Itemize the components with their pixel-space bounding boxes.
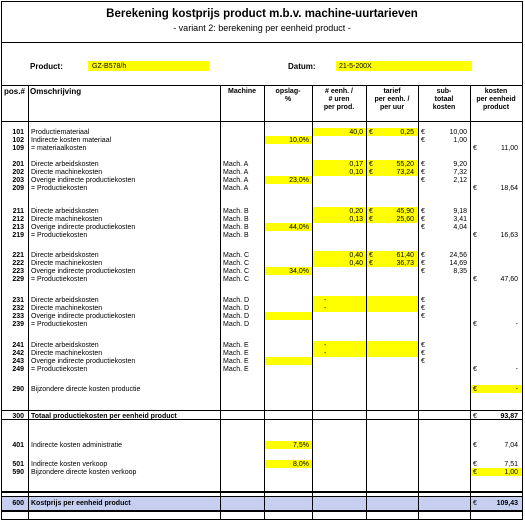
row-description: Indirecte kosten administratie [31, 442, 123, 449]
product-label: Product: [30, 62, 63, 71]
row-total: 7,04 [504, 442, 518, 449]
row-pos: 212 [12, 216, 24, 223]
row-sub-currency: € [421, 313, 425, 320]
row-sub-currency: € [421, 137, 425, 144]
row-opslag[interactable]: 10,0% [289, 137, 309, 144]
row-subtotal: 14,69 [449, 260, 467, 267]
row-subtotal: 4,04 [453, 224, 467, 231]
row-separator-3 [2, 496, 522, 497]
row-machine: Mach. D [223, 297, 250, 304]
row-sub-currency: € [421, 260, 425, 267]
row-machine: Mach. B [223, 216, 249, 223]
row-description: Directe machinekosten [31, 260, 103, 267]
row-machine: Mach. D [223, 305, 250, 312]
row-machine: Mach. E [223, 350, 249, 357]
row-pos: 501 [12, 461, 24, 468]
row-eenh[interactable]: 0,10 [349, 169, 363, 176]
header-eenh: # eenh. / # uren per prod. [323, 88, 355, 111]
date-value[interactable]: 21-5-200X [339, 63, 372, 70]
column-divider-5 [418, 85, 419, 520]
row-sub-currency: € [421, 268, 425, 275]
row-tarief[interactable]: 0,25 [400, 129, 414, 136]
row-pos: 243 [12, 358, 24, 365]
row-eenh[interactable]: 0,40 [349, 260, 363, 267]
row-total: 93,87 [500, 413, 518, 420]
row-eenh[interactable]: 0,40 [349, 252, 363, 259]
row-pos: 202 [12, 169, 24, 176]
row-total-currency: € [473, 321, 477, 328]
row-eenh[interactable]: 0,17 [349, 161, 363, 168]
row-description: Overige indirecte productiekosten [31, 313, 136, 320]
row-total: 7,51 [504, 461, 518, 468]
row-description: = Productiekosten [31, 185, 88, 192]
row-tarief-currency: € [369, 161, 373, 168]
row-total-currency: € [473, 366, 477, 373]
row-opslag[interactable]: 7,5% [293, 442, 309, 449]
row-total-currency: € [473, 145, 477, 152]
row-total: - [515, 386, 518, 393]
row-machine: Mach. E [223, 358, 249, 365]
row-machine: Mach. A [223, 161, 249, 168]
row-description: Kostprijs per eenheid product [31, 500, 131, 507]
row-machine: Mach. A [223, 169, 249, 176]
row-description: = Productiekosten [31, 366, 88, 373]
row-pos: 209 [12, 185, 24, 192]
row-description: Bijzondere directe kosten productie [31, 386, 141, 393]
row-sub-currency: € [421, 358, 425, 365]
header-mach: Machine [227, 88, 256, 95]
row-machine: Mach. E [223, 366, 249, 373]
row-eenh[interactable]: - [324, 305, 327, 312]
row-total-currency: € [473, 232, 477, 239]
column-divider-2 [264, 85, 265, 520]
row-subtotal: 10,00 [449, 129, 467, 136]
row-machine: Mach. B [223, 232, 249, 239]
row-description: Directe arbeidskosten [31, 252, 99, 259]
row-description: Overige indirecte productiekosten [31, 358, 136, 365]
sheet-title: Berekening kostprijs product m.b.v. machine-uurtarieven [106, 8, 418, 20]
row-description: Productiemateriaal [31, 129, 90, 136]
header-tot: kosten per eenheid product [476, 88, 516, 111]
row-total-currency: € [473, 500, 477, 507]
row-pos: 109 [12, 145, 24, 152]
date-label: Datum: [288, 62, 316, 71]
row-total-currency: € [473, 442, 477, 449]
row-sub-currency: € [421, 169, 425, 176]
row-pos: 590 [12, 469, 24, 476]
row-subtotal: 8,35 [453, 268, 467, 275]
row-separator-0 [2, 410, 522, 411]
row-total-currency: € [473, 469, 477, 476]
row-description: Directe arbeidskosten [31, 297, 99, 304]
row-machine: Mach. D [223, 313, 250, 320]
row-pos: 239 [12, 321, 24, 328]
row-machine: Mach. B [223, 224, 249, 231]
row-total-currency: € [473, 185, 477, 192]
highlight-231-tarief [367, 296, 418, 304]
row-pos: 401 [12, 442, 24, 449]
row-pos: 101 [12, 129, 24, 136]
row-opslag[interactable]: 23,0% [289, 177, 309, 184]
row-sub-currency: € [421, 350, 425, 357]
row-description: Bijzondere directe kosten verkoop [31, 469, 137, 476]
column-divider-0 [28, 85, 29, 520]
highlight-242-tarief [367, 349, 418, 357]
row-subtotal: 9,20 [453, 161, 467, 168]
column-divider-1 [220, 85, 221, 520]
row-eenh[interactable]: - [324, 350, 327, 357]
header-desc: Omschrijving [30, 87, 82, 96]
row-description: Directe arbeidskosten [31, 161, 99, 168]
row-subtotal: 9,18 [453, 208, 467, 215]
row-machine: Mach. A [223, 185, 249, 192]
row-sub-currency: € [421, 208, 425, 215]
row-eenh[interactable]: - [324, 342, 327, 349]
row-total: - [515, 321, 518, 328]
row-machine: Mach. C [223, 276, 250, 283]
row-separator-2 [2, 491, 522, 493]
row-sub-currency: € [421, 342, 425, 349]
header-opslag: opslag- % [275, 88, 301, 103]
product-value[interactable]: GZ-B578/h [92, 63, 127, 70]
row-machine: Mach. A [223, 177, 249, 184]
row-total: 109,43 [496, 500, 518, 507]
highlight-243-opslag [265, 357, 312, 365]
row-pos: 300 [12, 413, 24, 420]
header-tarief: tarief per eenh. / per uur [374, 88, 410, 111]
row-tarief-currency: € [369, 260, 373, 267]
row-tarief[interactable]: 55,20 [396, 161, 414, 168]
header-bottom-line [2, 121, 522, 122]
row-description: = Productiekosten [31, 232, 88, 239]
row-total: 16,63 [500, 232, 518, 239]
header-sub: sub- totaal kosten [432, 88, 456, 111]
row-sub-currency: € [421, 297, 425, 304]
row-subtotal: 1,00 [453, 137, 467, 144]
row-eenh[interactable]: 40,0 [349, 129, 363, 136]
row-opslag[interactable]: 8,0% [293, 461, 309, 468]
row-total-currency: € [473, 386, 477, 393]
row-eenh[interactable]: 0,20 [349, 208, 363, 215]
row-pos: 600 [12, 500, 24, 507]
row-sub-currency: € [421, 161, 425, 168]
highlight-233-opslag [265, 312, 312, 320]
row-tarief[interactable]: 61,40 [396, 252, 414, 259]
row-pos: 222 [12, 260, 24, 267]
row-description: Overige indirecte productiekosten [31, 224, 136, 231]
row-description: = materiaalkosten [31, 145, 87, 152]
row-description: Overige indirecte productiekosten [31, 177, 136, 184]
highlight-232-tarief [367, 304, 418, 312]
highlight-242-eenh [313, 349, 366, 357]
row-pos: 233 [12, 313, 24, 320]
row-eenh[interactable]: 0,13 [349, 216, 363, 223]
row-description: Totaal productiekosten per eenheid product [31, 413, 177, 420]
row-tarief[interactable]: 25,60 [396, 216, 414, 223]
row-eenh[interactable]: - [324, 297, 327, 304]
row-separator-4 [2, 510, 522, 512]
row-description: Overige indirecte productiekosten [31, 268, 136, 275]
row-tarief-currency: € [369, 208, 373, 215]
row-machine: Mach. E [223, 342, 249, 349]
row-tarief[interactable]: 36,73 [396, 260, 414, 267]
highlight-231-eenh [313, 296, 366, 304]
row-pos: 221 [12, 252, 24, 259]
row-total: 1,00 [504, 469, 518, 476]
highlight-241-tarief [367, 341, 418, 349]
row-pos: 102 [12, 137, 24, 144]
row-tarief-currency: € [369, 129, 373, 136]
row-pos: 223 [12, 268, 24, 275]
row-description: = Productiekosten [31, 276, 88, 283]
sheet-subtitle: - variant 2: berekening per eenheid product - [173, 23, 351, 33]
row-tarief-currency: € [369, 169, 373, 176]
row-tarief[interactable]: 45,90 [396, 208, 414, 215]
row-opslag[interactable]: 44,0% [289, 224, 309, 231]
row-pos: 229 [12, 276, 24, 283]
row-total: 18,64 [500, 185, 518, 192]
row-tarief[interactable]: 73,24 [396, 169, 414, 176]
row-sub-currency: € [421, 305, 425, 312]
row-subtotal: 7,32 [453, 169, 467, 176]
row-pos: 203 [12, 177, 24, 184]
row-sub-currency: € [421, 177, 425, 184]
row-machine: Mach. C [223, 260, 250, 267]
row-machine: Mach. D [223, 321, 250, 328]
row-opslag[interactable]: 34,0% [289, 268, 309, 275]
row-description: Indirecte kosten materiaal [31, 137, 112, 144]
row-pos: 242 [12, 350, 24, 357]
row-machine: Mach. C [223, 252, 250, 259]
highlight-241-eenh [313, 341, 366, 349]
row-pos: 290 [12, 386, 24, 393]
row-description: Directe arbeidskosten [31, 342, 99, 349]
title-divider [2, 42, 522, 43]
row-description: Directe machinekosten [31, 350, 103, 357]
row-tarief-currency: € [369, 252, 373, 259]
row-tarief-currency: € [369, 216, 373, 223]
row-pos: 249 [12, 366, 24, 373]
row-machine: Mach. C [223, 268, 250, 275]
row-description: Directe arbeidskosten [31, 208, 99, 215]
row-subtotal: 24,56 [449, 252, 467, 259]
row-description: = Productiekosten [31, 321, 88, 328]
row-description: Directe machinekosten [31, 305, 103, 312]
row-description: Directe machinekosten [31, 169, 103, 176]
row-total: - [515, 366, 518, 373]
row-total-currency: € [473, 276, 477, 283]
row-pos: 231 [12, 297, 24, 304]
row-sub-currency: € [421, 252, 425, 259]
row-subtotal: 3,41 [453, 216, 467, 223]
header-top-line [2, 85, 522, 86]
row-machine: Mach. B [223, 208, 249, 215]
row-description: Directe machinekosten [31, 216, 103, 223]
row-pos: 241 [12, 342, 24, 349]
row-total: 47,60 [500, 276, 518, 283]
row-pos: 201 [12, 161, 24, 168]
highlight-232-eenh [313, 304, 366, 312]
row-sub-currency: € [421, 129, 425, 136]
row-pos: 219 [12, 232, 24, 239]
row-total: 11,00 [501, 145, 518, 152]
row-pos: 211 [12, 208, 24, 215]
row-sub-currency: € [421, 216, 425, 223]
cost-sheet [1, 1, 523, 520]
row-description: Indirecte kosten verkoop [31, 461, 108, 468]
row-subtotal: 2,12 [453, 177, 467, 184]
row-pos: 213 [12, 224, 24, 231]
row-sub-currency: € [421, 224, 425, 231]
row-total-currency: € [473, 413, 477, 420]
row-pos: 232 [12, 305, 24, 312]
row-total-currency: € [473, 461, 477, 468]
header-pos: pos.# [4, 87, 25, 96]
